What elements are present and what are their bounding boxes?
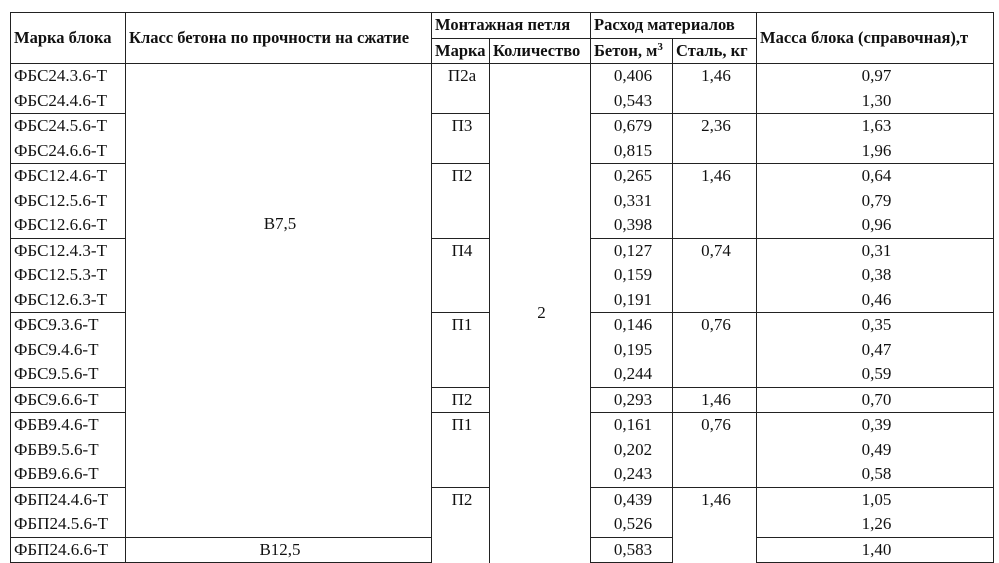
header-concrete-class: Класс бетона по прочности на сжатие xyxy=(126,13,432,64)
header-concrete-label: Бетон, м xyxy=(594,40,658,60)
concrete-volume: 0,398 xyxy=(591,213,673,238)
concrete-volume: 0,159 xyxy=(591,263,673,288)
block-mass: 0,49 xyxy=(757,438,994,463)
block-name: ФБВ9.5.6-Т xyxy=(11,438,126,463)
loop-mark: П2 xyxy=(432,487,490,563)
header-steel: Сталь, кг xyxy=(673,38,757,64)
header-loop-mark: Марка xyxy=(432,38,490,64)
block-name: ФБС24.3.6-Т xyxy=(11,64,126,89)
concrete-volume: 0,815 xyxy=(591,139,673,164)
loop-mark: П3 xyxy=(432,114,490,164)
block-mass: 0,70 xyxy=(757,387,994,413)
block-name: ФБС12.4.6-Т xyxy=(11,164,126,189)
block-name: ФБС12.5.3-Т xyxy=(11,263,126,288)
block-mass: 0,38 xyxy=(757,263,994,288)
loop-quantity: 2 xyxy=(490,64,591,563)
concrete-volume: 0,331 xyxy=(591,189,673,214)
steel-mass: 1,46 xyxy=(673,64,757,114)
header-brand: Марка блока xyxy=(11,13,126,64)
loop-mark: П1 xyxy=(432,413,490,488)
concrete-volume: 0,161 xyxy=(591,413,673,438)
concrete-volume: 0,146 xyxy=(591,313,673,338)
concrete-volume: 0,439 xyxy=(591,487,673,512)
block-mass: 0,96 xyxy=(757,213,994,238)
header-mass: Масса блока (справочная),т xyxy=(757,13,994,64)
concrete-volume: 0,202 xyxy=(591,438,673,463)
steel-mass: 0,74 xyxy=(673,238,757,313)
concrete-volume: 0,127 xyxy=(591,238,673,263)
loop-mark: П2 xyxy=(432,164,490,239)
block-mass: 0,79 xyxy=(757,189,994,214)
loop-mark: П1 xyxy=(432,313,490,388)
block-name: ФБВ9.6.6-Т xyxy=(11,462,126,487)
block-mass: 0,46 xyxy=(757,288,994,313)
block-mass: 1,40 xyxy=(757,537,994,563)
block-name: ФБС9.6.6-Т xyxy=(11,387,126,413)
concrete-volume: 0,191 xyxy=(591,288,673,313)
block-mass: 0,59 xyxy=(757,362,994,387)
block-mass: 0,97 xyxy=(757,64,994,89)
concrete-class-cell xyxy=(126,64,432,538)
block-mass: 0,35 xyxy=(757,313,994,338)
concrete-class: B12,5 xyxy=(259,539,301,559)
block-name: ФБС9.4.6-Т xyxy=(11,338,126,363)
block-name: ФБП24.6.6-Т xyxy=(11,537,126,563)
block-mass: 1,96 xyxy=(757,139,994,164)
block-mass: 1,05 xyxy=(757,487,994,512)
concrete-volume: 0,195 xyxy=(591,338,673,363)
steel-mass: 1,46 xyxy=(673,164,757,239)
concrete-volume: 0,583 xyxy=(591,537,673,563)
block-name: ФБС24.6.6-Т xyxy=(11,139,126,164)
block-name: ФБС9.3.6-Т xyxy=(11,313,126,338)
concrete-volume: 0,406 xyxy=(591,64,673,89)
header-concrete xyxy=(591,38,673,64)
block-name: ФБП24.4.6-Т xyxy=(11,487,126,512)
steel-mass: 2,36 xyxy=(673,114,757,164)
block-name: ФБС12.6.6-Т xyxy=(11,213,126,238)
steel-mass: 0,76 xyxy=(673,413,757,488)
block-name: ФБС12.5.6-Т xyxy=(11,189,126,214)
header-mounting-loop: Монтажная петля xyxy=(432,13,591,39)
concrete-volume: 0,543 xyxy=(591,89,673,114)
block-mass: 0,31 xyxy=(757,238,994,263)
block-name: ФБВ9.4.6-Т xyxy=(11,413,126,438)
block-mass: 1,30 xyxy=(757,89,994,114)
concrete-class-cell xyxy=(126,537,432,563)
concrete-class: B7,5 xyxy=(263,214,297,233)
block-mass: 0,58 xyxy=(757,462,994,487)
block-name: ФБС9.5.6-Т xyxy=(11,362,126,387)
header-loop-qty: Количество xyxy=(490,38,591,64)
block-mass: 0,64 xyxy=(757,164,994,189)
concrete-volume: 0,526 xyxy=(591,512,673,537)
loop-mark: П2а xyxy=(432,64,490,114)
header-concrete-exp: 3 xyxy=(657,40,663,53)
steel-mass: 1,46 xyxy=(673,387,757,413)
header-materials: Расход материалов xyxy=(591,13,757,39)
table-body xyxy=(11,64,994,563)
table-row xyxy=(11,64,994,89)
steel-mass: 1,46 xyxy=(673,487,757,563)
concrete-volume: 0,243 xyxy=(591,462,673,487)
block-name: ФБС12.4.3-Т xyxy=(11,238,126,263)
block-spec-table xyxy=(10,12,994,563)
block-mass: 0,47 xyxy=(757,338,994,363)
concrete-volume: 0,244 xyxy=(591,362,673,387)
table-header xyxy=(11,13,994,64)
block-mass: 1,26 xyxy=(757,512,994,537)
concrete-volume: 0,265 xyxy=(591,164,673,189)
steel-mass: 0,76 xyxy=(673,313,757,388)
loop-mark: П2 xyxy=(432,387,490,413)
block-name: ФБП24.5.6-Т xyxy=(11,512,126,537)
block-name: ФБС24.5.6-Т xyxy=(11,114,126,139)
concrete-volume: 0,293 xyxy=(591,387,673,413)
block-mass: 1,63 xyxy=(757,114,994,139)
block-name: ФБС24.4.6-Т xyxy=(11,89,126,114)
loop-mark: П4 xyxy=(432,238,490,313)
block-name: ФБС12.6.3-Т xyxy=(11,288,126,313)
block-mass: 0,39 xyxy=(757,413,994,438)
concrete-volume: 0,679 xyxy=(591,114,673,139)
